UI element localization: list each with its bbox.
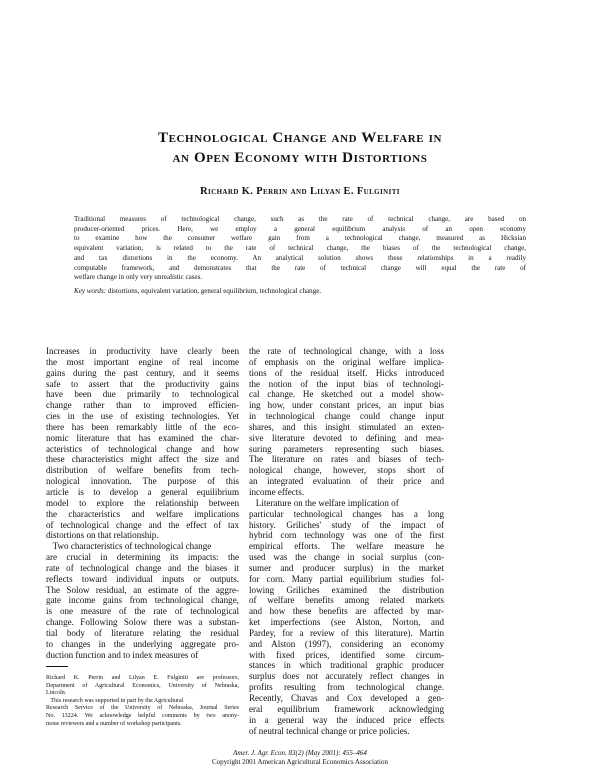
text-line: distribution of welfare benefits from tech-: [46, 465, 239, 476]
text-line: acteristics of technological change and how: [46, 443, 239, 454]
text-line: ing how, under constant prices, an input bias: [249, 400, 444, 411]
text-line: in technological change could change input: [249, 411, 444, 422]
text-line: income effects.: [249, 486, 305, 497]
text-line: there has been remarkably little of the eco-: [46, 421, 239, 432]
text-line: model to explore the relationship between: [46, 497, 239, 508]
text-line: nological innovation. The purpose of this: [46, 476, 239, 487]
text-line: lowing Griliches examined the distribution: [249, 584, 444, 595]
text-line: eral equilibrium framework acknowledging: [249, 703, 444, 714]
footnote-rule: [46, 666, 68, 667]
text-line: This research was supported in part by the Agricultural: [46, 697, 184, 704]
text-line: the notion of the input bias of technologi-: [249, 378, 444, 389]
text-line: are crucial in determining its impacts: the: [46, 552, 239, 563]
text-line: cies in the use of existing technologies. Yet: [46, 411, 239, 422]
keywords-label: Key words:: [74, 286, 107, 295]
abstract-line: equivalent variation, is related to the rate of technical change, the biases of the technological change,: [74, 244, 526, 253]
text-line: duction function and to index measures of: [46, 649, 199, 660]
text-line: Lincoln.: [46, 690, 67, 697]
text-line: profits resulting from technological change.: [249, 682, 444, 693]
keywords-text: distortions, equivalent variation, general equilibrium, technological change.: [107, 286, 322, 295]
text-line: for corn. Many partial equilibrium studies fol-: [249, 573, 444, 584]
text-line: suring parameters representing such biases.: [249, 443, 444, 454]
text-line: in a general way the induced price effects: [249, 714, 444, 725]
author-names: Richard K. Perrin and Lilyan E. Fulginiti: [200, 186, 400, 197]
text-line: sive literature devoted to defining and mea-: [249, 432, 444, 443]
text-line: gains during the past century, and it seems: [46, 367, 239, 378]
text-line: used was the change in social surplus (con-: [249, 552, 444, 563]
text-line: have been due primarily to technological: [46, 389, 239, 400]
footnotes: [46, 675, 239, 728]
text-line: article is to develop a general equilibrium: [46, 486, 239, 497]
abstract-line: computable framework, and demonstrates that the rate of technical change will equal the rate of: [74, 263, 526, 272]
abstract-line: and tax distortions in the economy. An analytical solution shows these relationships in a readily: [74, 253, 526, 262]
text-line: reflects toward individual inputs or outputs.: [46, 573, 239, 584]
text-line: cal change. He sketched out a model show-: [249, 389, 444, 400]
text-line: shares, and this insight stimulated an exten-: [249, 421, 444, 432]
text-line: of welfare benefits among related markets: [249, 595, 444, 606]
text-line: an integrated evaluation of their price and: [249, 476, 444, 487]
title-line-2: an Open Economy with Distortions: [172, 150, 428, 166]
text-line: nomic literature that has examined the char-: [46, 432, 239, 443]
title-line-1: Technological Change and Welfare in: [157, 130, 443, 146]
text-line: Pardey, for a review of this literature). Martin: [249, 627, 444, 638]
text-line: these characteristics might affect the size and: [46, 454, 239, 465]
text-line: The Solow residual, an estimate of the aggre-: [46, 584, 239, 595]
text-line: change rather than to improved efficien-: [46, 400, 239, 411]
text-line: of emphasis on the original welfare implica-: [249, 356, 444, 367]
article-title: [0, 128, 600, 168]
text-line: empirical efforts. The welfare measure he: [249, 541, 444, 552]
text-line: to changes in the underlying aggregate pro-: [46, 638, 239, 649]
abstract-line: producer-oriented prices. Here, we employ a general equilibrium analysis of an open economy: [74, 224, 526, 233]
text-line: particular technological changes has a long: [249, 508, 444, 519]
text-line: is one measure of the rate of technological: [46, 606, 239, 617]
text-line: the characteristics and welfare implications: [46, 508, 239, 519]
text-line: stances in which traditional graphic producer: [249, 660, 444, 671]
abstract: [74, 215, 526, 297]
text-line: Department of Agricultural Economics, University of Nebraska,: [46, 682, 239, 689]
keywords: [74, 287, 526, 297]
text-line: with fixed prices, identified some circum-: [249, 649, 444, 660]
journal-citation: Amer. J. Agr. Econ. 83(2) (May 2001): 455–464: [233, 749, 367, 757]
text-line: Richard K. Perrin and Lilyan E. Fulginiti are professors,: [46, 675, 239, 681]
text-line: ket imperfections (see Alston, Norton, and: [249, 617, 444, 628]
copyright-notice: Copyright 2001 American Agricultural Economics Association: [212, 757, 388, 766]
text-line: Increases in productivity have clearly been: [46, 346, 239, 356]
text-line: surplus does not accurately reflect changes in: [249, 671, 444, 682]
text-line: mous reviewers and a number of workshop participants.: [46, 720, 182, 727]
body-left-column: [46, 346, 239, 660]
text-line: history. Griliches' study of the impact of: [249, 519, 444, 530]
text-line: gate income gains from technological change,: [46, 595, 239, 606]
text-line: of technological change and the effect of tax: [46, 519, 239, 530]
text-line: tial body of literature relating the residual: [46, 627, 239, 638]
text-line: hybrid corn technology was one of the first: [249, 530, 444, 541]
text-line: safe to assert that the productivity gains: [46, 378, 239, 389]
text-line: Recently, Chavas and Cox developed a gen-: [249, 693, 444, 703]
text-line: sumer and producer surplus) in the market: [249, 562, 444, 573]
abstract-line: welfare change in only very unrealistic cases.: [74, 273, 203, 282]
text-line: Two characteristics of technological change: [46, 541, 212, 552]
text-line: Research Service of the University of Nebraska, Journal Series: [46, 705, 239, 712]
text-line: the rate of technological change, with a loss: [249, 346, 444, 356]
text-line: tions of the residual itself. Hicks introduced: [249, 367, 444, 378]
text-line: change. Following Solow there was a substan-: [46, 617, 239, 628]
text-line: nological change, however, stops short of: [249, 465, 444, 476]
text-line: of neutral technical change or price policies.: [249, 725, 410, 736]
text-line: The literature on rates and biases of tech-: [249, 454, 444, 465]
text-line: and how these benefits are affected by mar-: [249, 606, 444, 617]
abstract-line: to examine how the consumer welfare gain from a technological change, measured as Hicksian: [74, 234, 526, 243]
text-line: No. 13224. We acknowledge helpful comments by two anony-: [46, 712, 239, 719]
page-footer: [0, 749, 600, 766]
text-line: the most important engine of real income: [46, 356, 239, 367]
body-right-column: [249, 346, 444, 736]
text-line: distortions on that relationship.: [46, 530, 159, 541]
text-line: rate of technological change and the biases it: [46, 562, 239, 573]
text-line: Literature on the welfare implication of: [249, 497, 399, 508]
abstract-line: Traditional measures of technological change, such as the rate of technical change, are based on: [74, 215, 526, 223]
text-line: and Alston (1997), considering an economy: [249, 638, 444, 649]
